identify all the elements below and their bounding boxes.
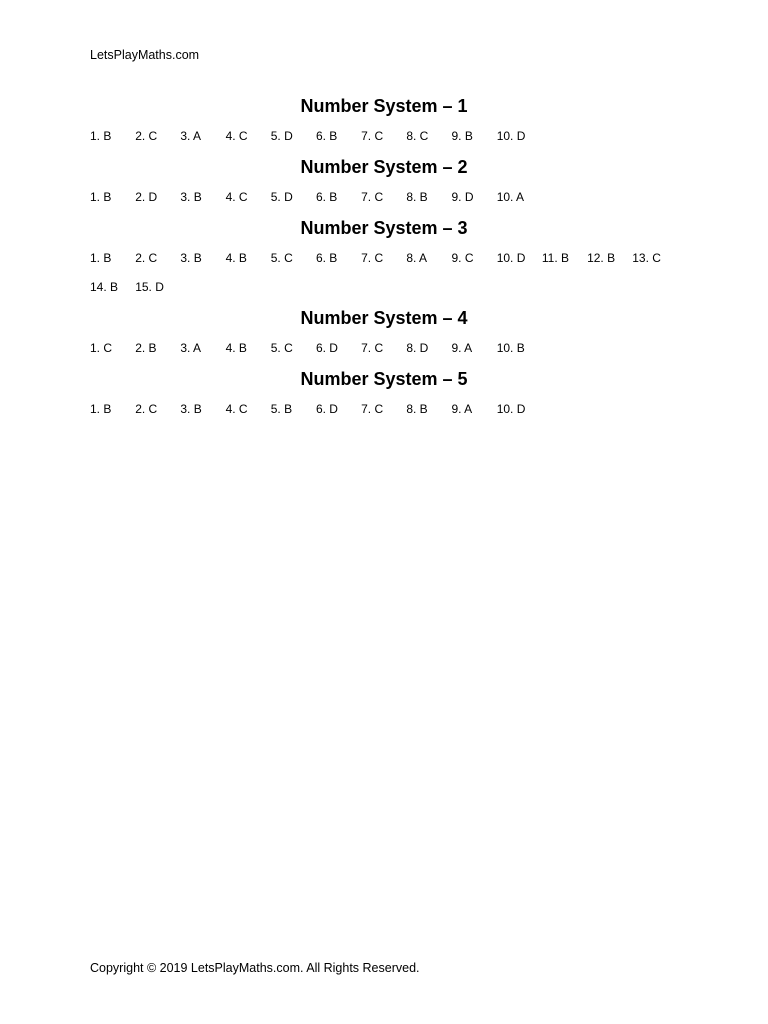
answer-item: 4. C [225, 129, 248, 143]
answer-item: 10. D [496, 251, 526, 265]
answer-item: 6. B [315, 190, 338, 204]
answer-item: 15. D [135, 280, 164, 294]
answer-item: 9. B [451, 129, 473, 143]
section-title: Number System – 2 [300, 157, 468, 177]
answer-list [90, 250, 690, 295]
answer-item: 9. A [451, 341, 473, 355]
answer-item: 2. C [135, 129, 158, 143]
answer-item: 10. D [496, 402, 526, 416]
answer-item: 3. A [180, 129, 202, 143]
answer-list [90, 340, 690, 356]
answer-item: 8. B [406, 190, 428, 204]
answer-item: 10. A [496, 190, 525, 204]
answer-item: 4. B [225, 341, 247, 355]
answer-item: 7. C [361, 251, 384, 265]
section-title: Number System – 1 [300, 96, 468, 116]
answer-item: 11. B [541, 251, 570, 265]
answer-item: 6. B [315, 251, 338, 265]
answer-item: 4. C [225, 190, 248, 204]
section-title: Number System – 4 [300, 308, 468, 328]
answer-item: 14. B [90, 280, 119, 294]
answer-item: 2. C [135, 402, 158, 416]
answer-item: 5. D [270, 129, 293, 143]
answer-item: 1. B [90, 251, 112, 265]
answer-item: 6. B [315, 129, 338, 143]
answer-item: 13. C [632, 251, 661, 265]
answer-item: 7. C [361, 129, 384, 143]
answer-item: 3. B [180, 402, 202, 416]
answer-item: 9. D [451, 190, 474, 204]
answer-list [90, 128, 690, 144]
answer-item: 1. B [90, 190, 112, 204]
answer-item: 8. B [406, 402, 428, 416]
answer-item: 7. C [361, 190, 384, 204]
answer-item: 9. A [451, 402, 473, 416]
answer-item: 3. B [180, 190, 202, 204]
answer-item: 1. C [90, 341, 113, 355]
copyright-footer: Copyright © 2019 LetsPlayMaths.com. All Rights Reserved. [90, 961, 420, 975]
answer-item: 1. B [90, 129, 112, 143]
answer-item: 8. D [406, 341, 429, 355]
answer-item: 8. A [406, 251, 427, 265]
answer-item: 10. D [496, 129, 526, 143]
section-title: Number System – 5 [300, 369, 468, 389]
section-number-system-1 [90, 94, 690, 144]
answer-item: 6. D [315, 402, 338, 416]
answer-list [90, 189, 690, 205]
site-header: LetsPlayMaths.com [90, 48, 200, 62]
answer-item: 6. D [315, 341, 338, 355]
answer-item: 1. B [90, 402, 112, 416]
section-title: Number System – 3 [300, 218, 468, 238]
answer-list [90, 401, 690, 417]
answer-item: 10. B [496, 341, 525, 355]
answer-item: 8. C [406, 129, 429, 143]
answer-item: 5. D [270, 190, 293, 204]
section-number-system-4 [90, 306, 690, 356]
answer-item: 3. A [180, 341, 202, 355]
section-number-system-5 [90, 367, 690, 417]
section-number-system-2 [90, 155, 690, 205]
section-number-system-3 [90, 216, 690, 295]
answer-item: 5. C [270, 251, 293, 265]
answer-item: 12. B [587, 251, 616, 265]
answer-item: 3. B [180, 251, 202, 265]
answer-item: 2. D [135, 190, 158, 204]
answer-key [90, 94, 690, 428]
answer-item: 5. B [270, 402, 293, 416]
answer-item: 4. C [225, 402, 248, 416]
answer-item: 4. B [225, 251, 247, 265]
answer-item: 5. C [270, 341, 293, 355]
answer-item: 7. C [361, 402, 384, 416]
answer-item: 7. C [361, 341, 384, 355]
answer-item: 2. C [135, 251, 158, 265]
answer-item: 2. B [135, 341, 157, 355]
answer-item: 9. C [451, 251, 474, 265]
